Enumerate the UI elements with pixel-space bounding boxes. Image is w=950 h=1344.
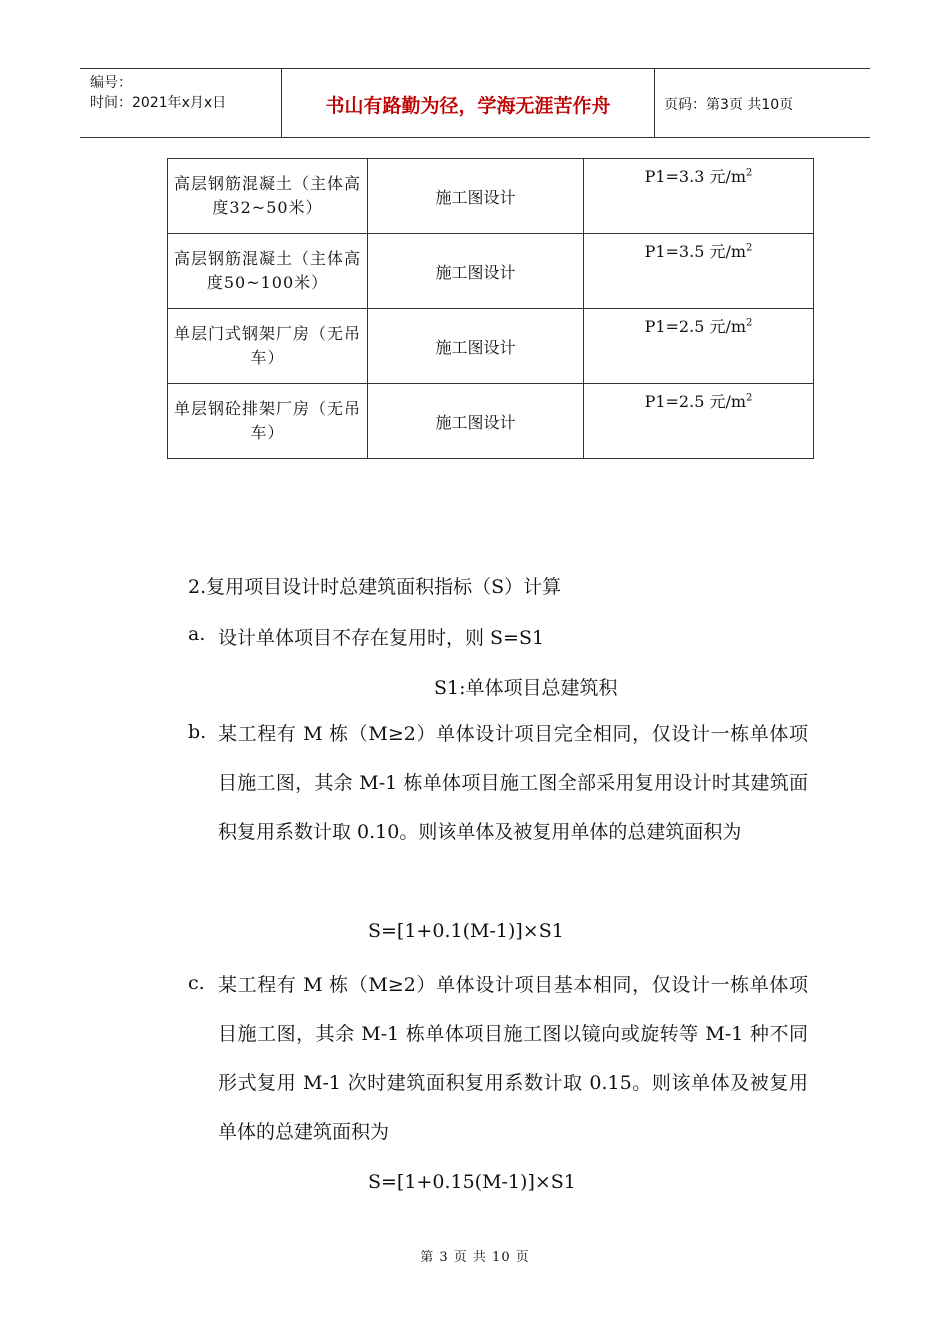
item-b-formula: S=[1+0.1(M-1)]×S1	[368, 920, 564, 942]
design-stage-cell: 施工图设计	[368, 309, 584, 384]
building-type-cell: 单层门式钢架厂房（无吊车）	[168, 309, 368, 384]
design-stage-cell: 施工图设计	[368, 384, 584, 459]
table-row	[168, 159, 814, 234]
item-a-label: a.	[188, 623, 206, 645]
item-b-text: 某工程有 M 栋（M≥2）单体设计项目完全相同，仅设计一栋单体项目施工图，其余 M-1 栋单体项目施工图全部采用复用设计时其建筑面积复用系数计取 0.10。则该单体及被复用单体的总建筑面积为	[218, 723, 808, 843]
unit-superscript: 2	[746, 317, 753, 329]
price-cell	[584, 309, 814, 384]
building-type-cell: 高层钢筋混凝土（主体高度50~100米）	[168, 234, 368, 309]
header-page-info: 页码：第3页 共10页	[664, 97, 794, 113]
page-footer: 第 3 页 共 10 页	[420, 1250, 530, 1265]
document-time: 时间：2021年x月x日	[90, 95, 227, 111]
item-a-note: S1:单体项目总建筑积	[434, 677, 618, 699]
header-page-cell	[654, 69, 870, 137]
building-type-cell: 高层钢筋混凝土（主体高度32~50米）	[168, 159, 368, 234]
design-stage-cell: 施工图设计	[368, 234, 584, 309]
price-value: P1=2.5 元/m	[644, 392, 747, 411]
item-c-label: c.	[188, 972, 205, 994]
item-c-formula: S=[1+0.15(M-1)]×S1	[368, 1171, 576, 1193]
header-meta-cell	[80, 69, 281, 137]
price-value: P1=3.3 元/m	[644, 167, 747, 186]
table-row	[168, 384, 814, 459]
item-b-label: b.	[188, 721, 207, 743]
design-stage-cell: 施工图设计	[368, 159, 584, 234]
header-motto-cell	[281, 69, 655, 137]
fee-table	[167, 158, 814, 459]
unit-superscript: 2	[746, 167, 753, 179]
price-cell	[584, 384, 814, 459]
price-value: P1=2.5 元/m	[644, 317, 747, 336]
unit-superscript: 2	[746, 392, 753, 404]
price-value: P1=3.5 元/m	[644, 242, 747, 261]
unit-superscript: 2	[746, 242, 753, 254]
price-cell	[584, 234, 814, 309]
document-number: 编号：	[90, 75, 132, 91]
building-type-cell: 单层钢砼排架厂房（无吊车）	[168, 384, 368, 459]
section-heading: 2.复用项目设计时总建筑面积指标（S）计算	[188, 576, 562, 598]
price-cell	[584, 159, 814, 234]
item-c-text: 某工程有 M 栋（M≥2）单体设计项目基本相同，仅设计一栋单体项目施工图，其余 M-1 栋单体项目施工图以镜向或旋转等 M-1 种不同形式复用 M-1 次时建筑面积复用系数计取 0.15。则该单体及被复用单体的总建筑面积为	[218, 974, 808, 1143]
header-motto: 书山有路勤为径，学海无涯苦作舟	[325, 95, 611, 117]
item-a-text: 设计单体项目不存在复用时，则 S=S1	[218, 627, 545, 649]
table-row	[168, 309, 814, 384]
table-row	[168, 234, 814, 309]
page-header	[80, 68, 870, 138]
